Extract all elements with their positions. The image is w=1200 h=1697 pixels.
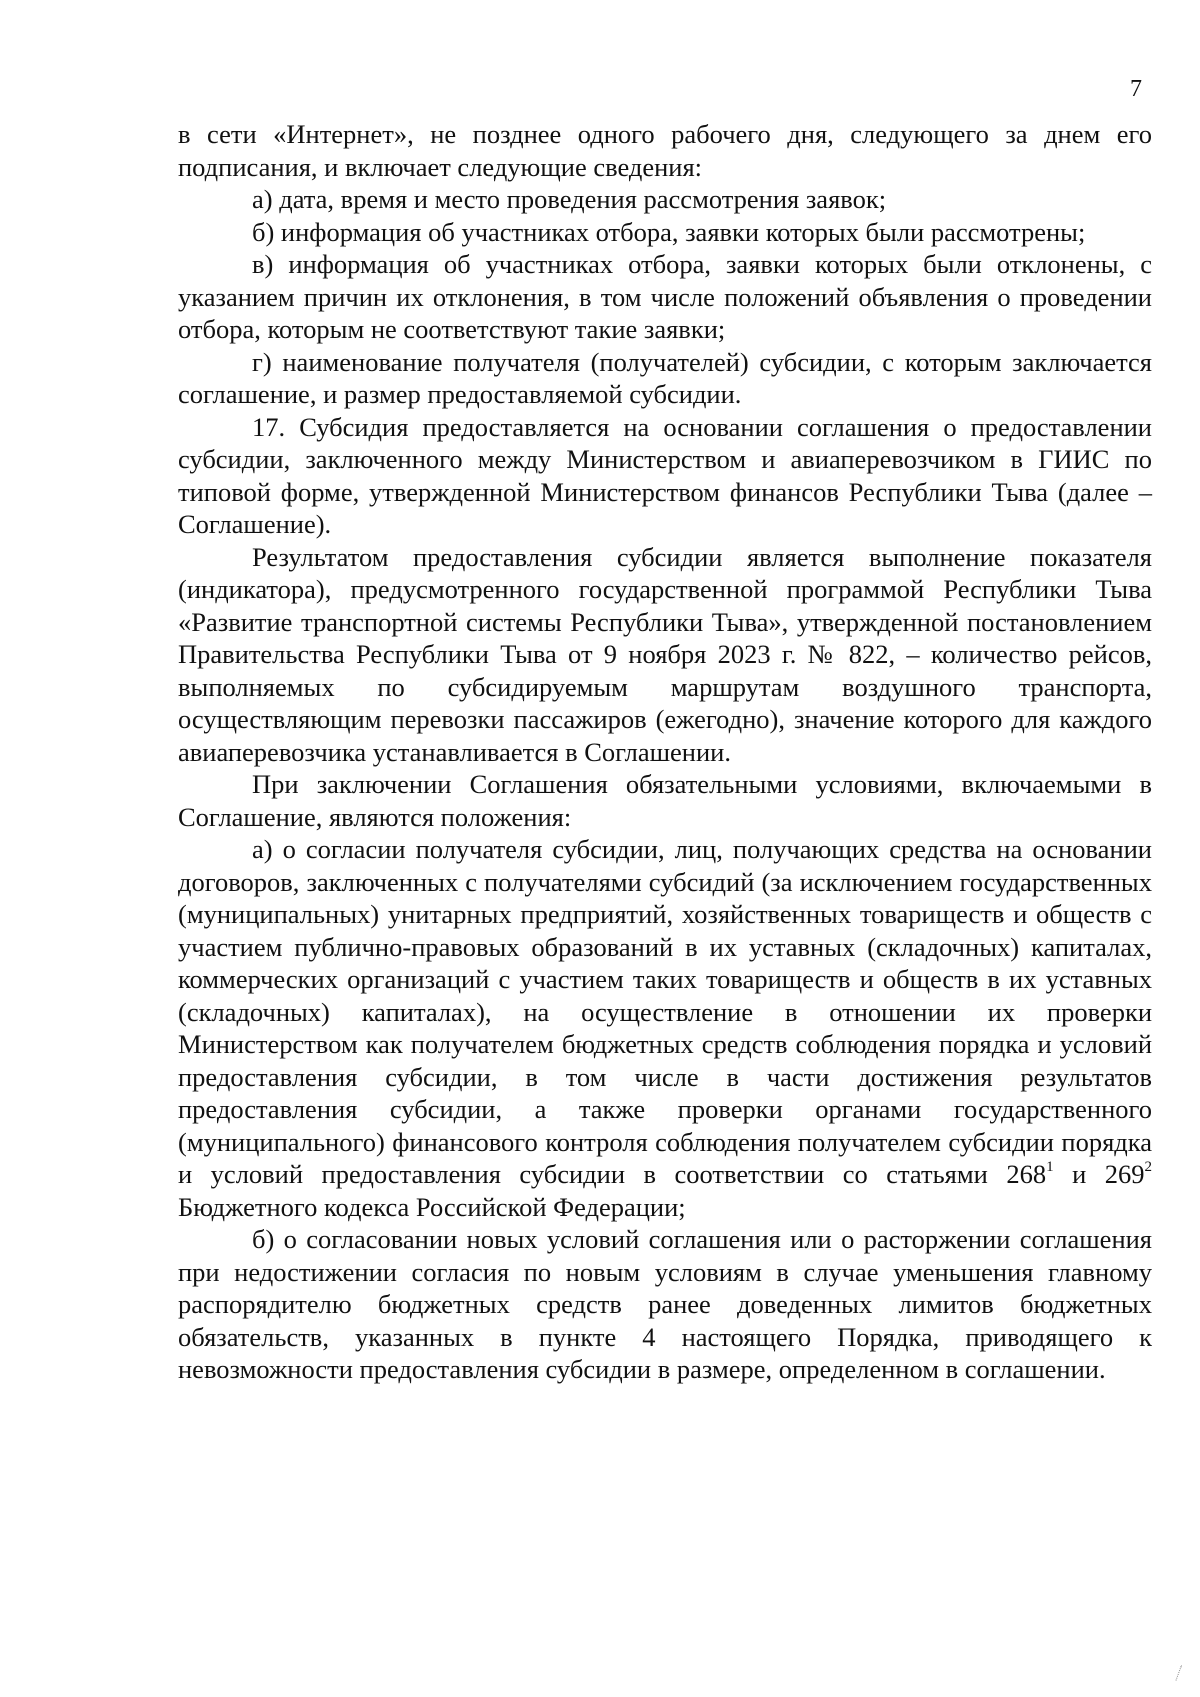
list-item-v-rejected: в) информация об участниках отбора, заявки которых были отклонены, с указанием причин их отклонения, в том числе положений объявления о проведении отбора, которым не соответствуют такие заявки; (178, 249, 1152, 344)
condition-a-ending: Бюджетного кодекса Российской Федерации; (178, 1191, 686, 1222)
article-268: 268 (1006, 1159, 1047, 1189)
scan-artifact (1175, 1665, 1187, 1682)
paragraph-result: Результатом предоставления субсидии является выполнение показателя (индикатора), предусмотренного государственной программой Республики Тыва «Развитие транспортной системы Республики Тыва», утвержденной постановлением Правительства Республики Тыва от 9 ноября 2023 г. № 822, – количество рейсов, выполняемых по субсидируемым маршрутам воздушного транспорта, осуществляющим перевозки пассажиров (ежегодно), значение которого для каждого авиаперевозчика устанавливается в Соглашении. (178, 541, 1152, 767)
paragraph-17: 17. Субсидия предоставляется на основании соглашения о предоставлении субсидии, заключенного между Министерством и авиаперевозчиком в ГИИС по типовой форме, утвержденной Министерством финансов Республики Тыва (далее – Соглашение). (178, 411, 1152, 539)
article-269-superscript: 2 (1144, 1159, 1152, 1175)
condition-a-consent (178, 833, 1152, 1223)
paragraph-conditions: При заключении Соглашения обязательными условиями, включаемыми в Соглашение, являются положения: (178, 769, 1152, 832)
conjunction: и (1053, 1159, 1105, 1189)
article-269: 269 (1104, 1159, 1145, 1189)
list-item-g-recipient: г) наименование получателя (получателей) субсидии, с которым заключается соглашение, и размер предоставляемой субсидии. (178, 346, 1152, 409)
document-body (178, 118, 1152, 1386)
paragraph-intro: в сети «Интернет», не позднее одного рабочего дня, следующего за днем его подписания, и включает следующие сведения: (178, 119, 1152, 182)
condition-b-agreement-change: б) о согласовании новых условий соглашения или о расторжении соглашения при недостижении согласия по новым условиям в случае уменьшения главному распорядителю бюджетных средств ранее доведенных лимитов бюджетных обязательств, указанных в пункте 4 настоящего Порядка, приводящего к невозможности предоставления субсидии в размере, определенном в соглашении. (178, 1224, 1152, 1384)
page-number: 7 (1130, 76, 1142, 102)
list-item-b-reviewed: б) информация об участниках отбора, заявки которых были рассмотрены; (252, 216, 1086, 247)
article-268-superscript: 1 (1046, 1159, 1054, 1175)
condition-a-text: а) о согласии получателя субсидии, лиц, получающих средства на основании договоров, заключенных с получателями субсидий (за исключением государственных (муниципальных) унитарных предприятий, хозяйственных товариществ и обществ с участием публично-правовых образований в их уставных (складочных) капиталах, коммерческих организаций с участием таких товариществ и обществ в их уставных (складочных) капиталах), на осуществление в отношении их проверки Министерством как получателем бюджетных средств соблюдения порядка и условий предоставления субсидии, в том числе в части достижения результатов предоставления субсидии, а также проверки органами государственного (муниципального) финансового контроля соблюдения получателем субсидии порядка и условий предоставления субсидии в соответствии со статьями (178, 834, 1152, 1189)
list-item-a-date: а) дата, время и место проведения рассмотрения заявок; (252, 184, 887, 214)
